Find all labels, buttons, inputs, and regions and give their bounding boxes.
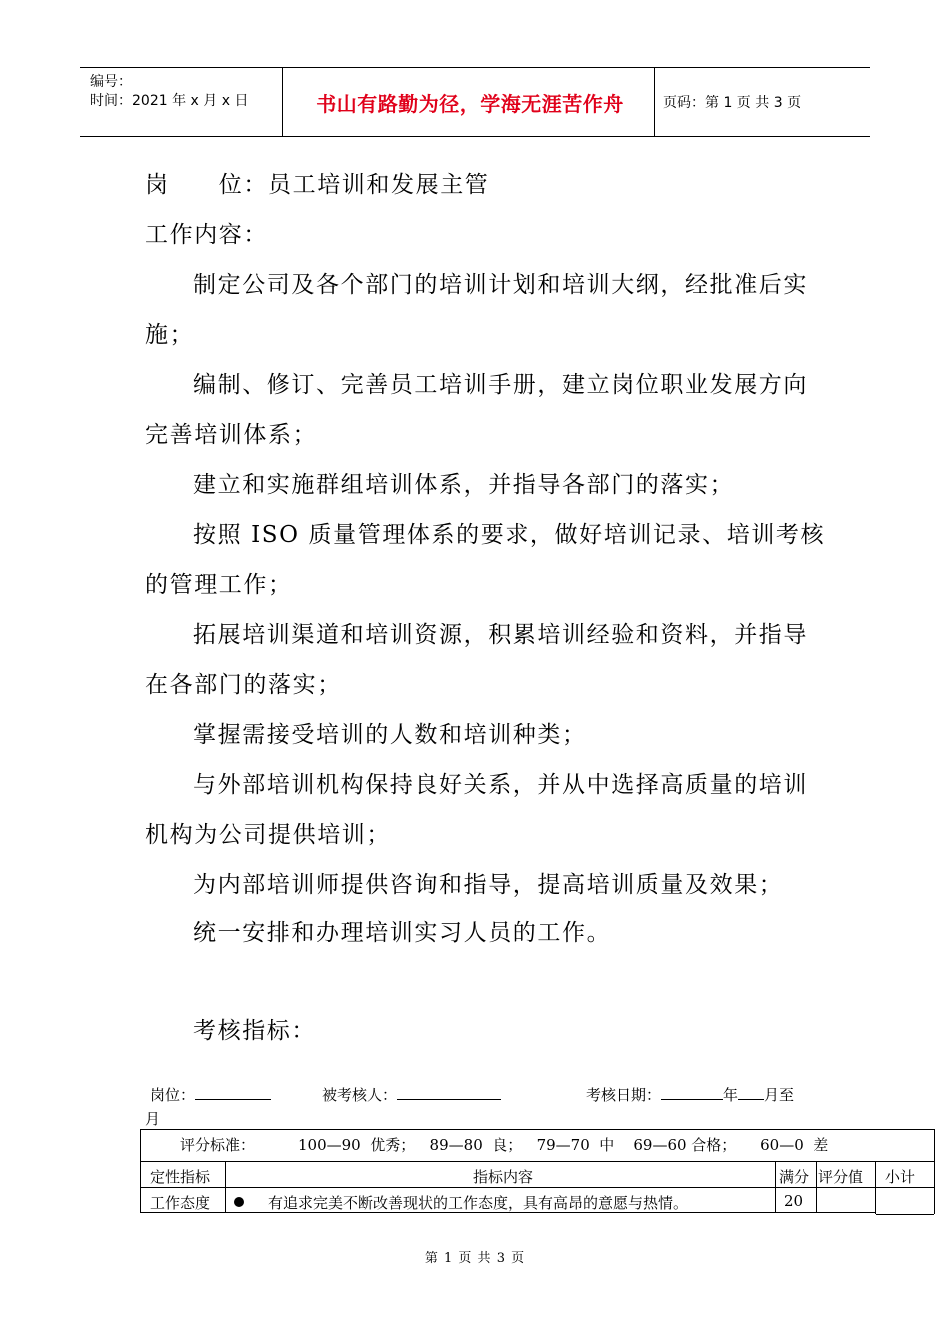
content-heading: 工作内容： [145, 222, 268, 248]
position-label: 岗位： [150, 1086, 196, 1104]
duty-line: 制定公司及各个部门的培训计划和培训大纲，经批准后实 [193, 272, 808, 298]
duty-line: 编制、修订、完善员工培训手册，建立岗位职业发展方向 [193, 372, 808, 398]
col-header-indicator: 定性指标 [150, 1168, 211, 1186]
assessee-blank[interactable] [397, 1085, 501, 1100]
duty-line: 按照 ISO 质量管理体系的要求，做好培训记录、培训考核 [193, 522, 826, 548]
duty-line: 在各部门的落实； [145, 672, 342, 698]
col-header-subtotal: 小计 [885, 1168, 916, 1186]
table-border [875, 1161, 876, 1214]
table-border [775, 1161, 776, 1213]
header-divider [282, 68, 283, 136]
month-blank[interactable] [738, 1085, 764, 1100]
assessee-field [322, 1084, 501, 1105]
header-code: 编号： [90, 74, 132, 90]
row-content: 有追求完美不断改善现状的工作态度，具有高昂的意愿与热情。 [268, 1194, 689, 1212]
table-rule [140, 1129, 934, 1130]
position-title: 岗 位：员工培训和发展主管 [145, 172, 490, 198]
assessment-heading: 考核指标： [193, 1018, 316, 1044]
duty-line: 建立和实施群组培训体系，并指导各部门的落实； [193, 472, 735, 498]
table-rule [876, 1214, 934, 1215]
duty-line: 与外部培训机构保持良好关系，并从中选择高质量的培训 [193, 772, 808, 798]
row-indicator: 工作态度 [150, 1194, 211, 1212]
month-to-label: 月至 [764, 1086, 795, 1104]
table-rule [140, 1161, 934, 1162]
assessee-label: 被考核人： [322, 1086, 398, 1104]
duty-line: 统一安排和办理培训实习人员的工作。 [193, 920, 612, 946]
header-meta [90, 73, 248, 111]
bullet-icon [234, 1197, 244, 1207]
header-time: 时间：2021 年 x 月 x 日 [90, 93, 249, 109]
date-label: 考核日期： [586, 1086, 662, 1104]
table-border [225, 1161, 226, 1213]
duty-line: 施； [145, 322, 195, 348]
page-header [80, 67, 870, 137]
month-end-label: 月 [145, 1110, 161, 1128]
table-border [934, 1129, 935, 1214]
col-header-full-score: 满分 [779, 1168, 810, 1186]
position-blank[interactable] [195, 1085, 271, 1100]
duty-line: 拓展培训渠道和培训资源，积累培训经验和资料，并指导 [193, 622, 808, 648]
duty-line: 为内部培训师提供咨询和指导，提高培训质量及效果； [193, 872, 784, 898]
header-page-info: 页码：第 1 页 共 3 页 [663, 95, 802, 111]
year-label: 年 [723, 1086, 739, 1104]
table-border [816, 1161, 817, 1213]
table-border [140, 1129, 141, 1213]
duty-line: 机构为公司提供培训； [145, 822, 391, 848]
col-header-content: 指标内容 [473, 1168, 534, 1186]
table-rule [140, 1187, 934, 1188]
page-footer: 第 1 页 共 3 页 [424, 1251, 526, 1266]
position-field [150, 1084, 271, 1105]
date-field [586, 1084, 794, 1105]
duty-line: 掌握需接受培训的人数和培训种类； [193, 722, 587, 748]
header-motto: 书山有路勤为径，学海无涯苦作舟 [316, 91, 624, 116]
duty-line: 的管理工作； [145, 572, 293, 598]
duty-line: 完善培训体系； [145, 422, 318, 448]
row-full-score: 20 [784, 1192, 804, 1210]
scoring-label: 评分标准： [180, 1136, 256, 1154]
scoring-levels: 100—90 优秀； 89—80 良； 79—70 中 69—60 合格； 60—0 差 [298, 1136, 829, 1154]
col-header-score: 评分值 [818, 1168, 864, 1186]
year-blank[interactable] [661, 1085, 723, 1100]
